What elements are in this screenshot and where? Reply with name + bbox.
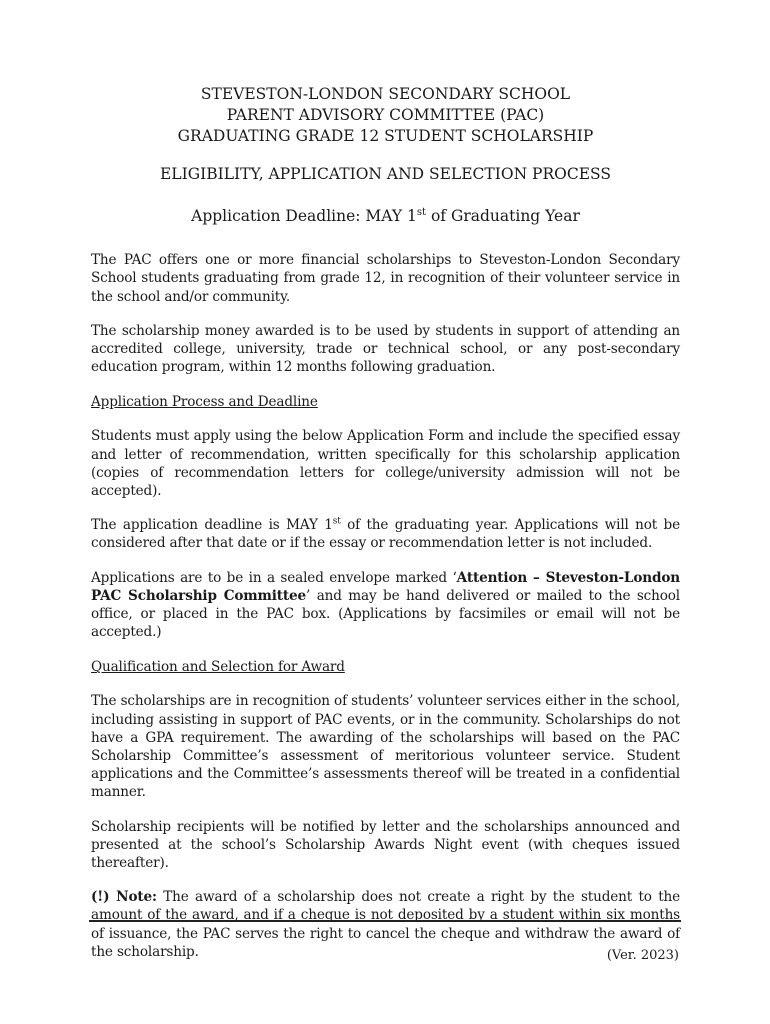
- scholarship-heading: GRADUATING GRADE 12 STUDENT SCHOLARSHIP: [177, 127, 594, 145]
- document-page: [91, 84, 680, 961]
- envelope-marking: Attention – Steveston-London PAC Scholarship Committee: [91, 569, 680, 604]
- footer-divider: [89, 920, 681, 922]
- qualification-paragraph-1: The scholarships are in recognition of students’ volunteer services either in the school, including assisting in support of PAC events, or in the community. Scholarships do not have a GPA requirement. The awarding of the scholarships will based on the PAC Scholarship Committee’s assessment of meritorious volunteer service. Student applications and the Committee’s assessments thereof will be treated in a confidential manner.: [91, 693, 680, 801]
- process-subtitle: ELIGIBILITY, APPLICATION AND SELECTION PROCESS: [159, 165, 612, 183]
- intro-paragraph-2: The scholarship money awarded is to be used by students in support of attending an accredited college, university, trade or technical school, or any post-secondary education program, within 12 months following graduation.: [91, 322, 680, 376]
- section-heading-qualification: Qualification and Selection for Award: [91, 659, 345, 676]
- version-label: (Ver. 2023): [606, 948, 679, 963]
- application-paragraph-1: Students must apply using the below Application Form and include the specified essay and letter of recommendation, written specifically for this scholarship application (copies of recommendation letters for college/university admission will not be accepted).: [91, 428, 680, 499]
- note-paragraph: (!) Note: The award of a scholarship does not create a right by the student to the amount of the award, and if a cheque is not deposited by a student within six months of issuance, the PAC serves the right to cancel the cheque and withdraw the award of the scholarship.: [91, 889, 681, 960]
- school-name-heading: STEVESTON-LONDON SECONDARY SCHOOL: [200, 85, 571, 103]
- section-heading-application: Application Process and Deadline: [91, 394, 318, 411]
- committee-heading: PARENT ADVISORY COMMITTEE (PAC): [226, 106, 545, 124]
- note-label: (!) Note:: [91, 889, 157, 906]
- qualification-paragraph-2: Scholarship recipients will be notified by letter and the scholarships announced and presented at the school’s Scholarship Awards Night event (with cheques issued thereafter).: [91, 818, 680, 872]
- intro-paragraph-1: The PAC offers one or more financial scholarships to Steveston-London Secondary School students graduating from grade 12, in recognition of their volunteer service in the school and/or community.: [91, 252, 680, 305]
- application-deadline: Application Deadline: MAY 1st of Graduating Year: [191, 207, 580, 226]
- application-paragraph-2: The application deadline is MAY 1st of the graduating year. Applications will not be considered after that date or if the essay or recommendation letter is not included.: [91, 516, 681, 552]
- application-paragraph-3: Applications are to be in a sealed envelope marked ‘Attention – Steveston-London PAC Scholarship Committee’ and may be hand delivered or mailed to the school office, or placed in the PAC box. (Applications by facsimiles or email will not be accepted.): [91, 569, 680, 641]
